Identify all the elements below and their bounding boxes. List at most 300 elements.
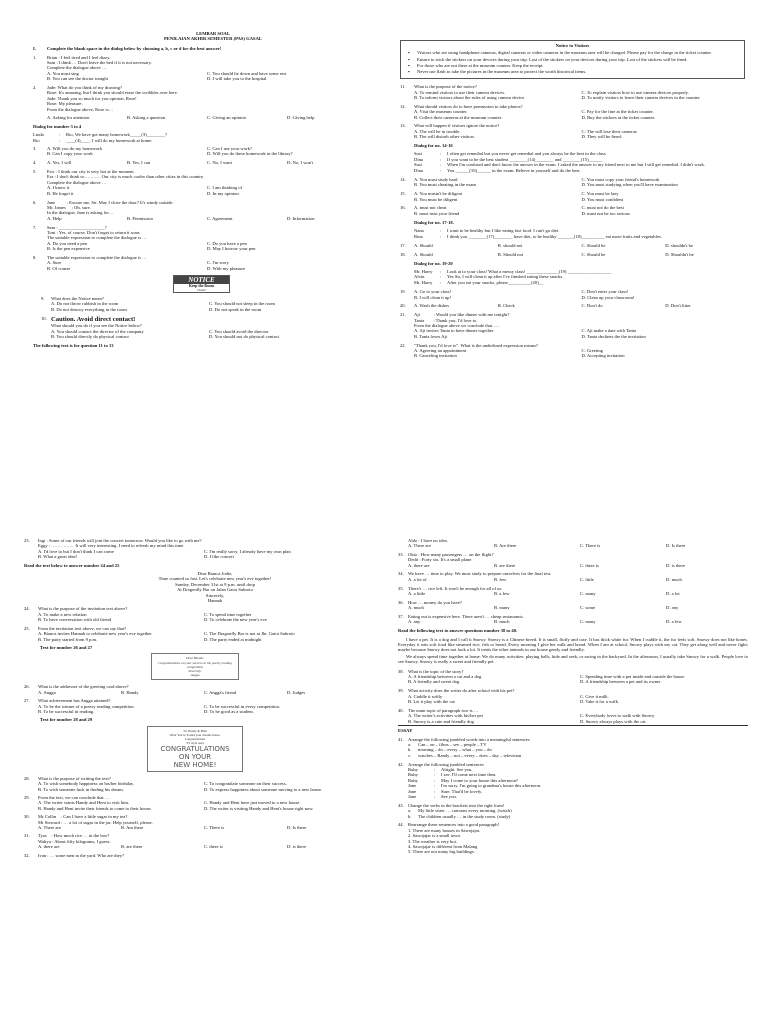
dialog-line: Eric : I think our city is very hot at the moment. (47, 169, 135, 175)
dialog-line: When I'm confused and don't know the answer in the exam. I asked the answer to my friend next to me but I still get remedial. I didn't work. (447, 162, 706, 168)
option-a[interactable]: A. any (408, 619, 421, 625)
speaker: Jane (408, 783, 417, 789)
option-c[interactable]: C. I'm really sorry. I already have my own plan (204, 548, 291, 554)
question-prompt: Eating out is expensive here. There aren't … cheap restaurants. (408, 614, 524, 620)
option-d[interactable]: D. I like concert (204, 554, 234, 560)
option-c[interactable]: C. many (580, 619, 596, 625)
option-d[interactable]: D. Tania declines the the invitation (581, 333, 646, 339)
option-a[interactable]: A. must not cheat (414, 205, 447, 211)
option-b[interactable]: B. You must be diligent (414, 196, 458, 202)
option-c[interactable]: C. Give it milk. (580, 693, 609, 699)
notice-item: ▪ Never use flash to take the pictures in the museum area to protect the worth historical items. (405, 69, 740, 74)
question-29 (24, 795, 366, 811)
option-a[interactable]: A. Do you need a pen (47, 240, 88, 246)
option-c[interactable]: C. You must copy your friend's homework (581, 177, 660, 183)
option-a[interactable]: A. To remind visitors to use their camera devices. (414, 89, 506, 95)
option-d[interactable]: D. With my pleasure (207, 265, 246, 271)
option-b[interactable]: B. To wish someone luck in finding his dream. (38, 786, 124, 792)
option-b[interactable]: B. Check (497, 303, 515, 309)
dialog-line: Dedit : Forty six. It's a small plane. (408, 557, 473, 563)
notice-sign-image (173, 275, 230, 294)
option-b[interactable]: B. Can I copy your work (47, 151, 93, 157)
option-a[interactable]: A. much (408, 605, 424, 611)
option-a[interactable]: A. You should contact the director of the company (51, 328, 144, 334)
option-b[interactable]: B. He forget it (47, 190, 74, 196)
speaker: Susi (414, 151, 422, 157)
option-b[interactable]: B. many (494, 605, 510, 611)
option-c[interactable]: C. there is (580, 562, 599, 568)
option-a[interactable]: A. The writer wants Handy and Heni to visit him. (38, 800, 130, 806)
option-a[interactable]: A. There are (408, 543, 431, 549)
option-b[interactable]: B. Am there (121, 825, 144, 831)
option-b[interactable]: B. a few (494, 591, 510, 597)
option-d[interactable]: D. Shouldn't be (665, 251, 694, 257)
option-d[interactable]: D. any (666, 605, 679, 611)
question-number: 26. (24, 684, 30, 690)
dialog-line: Ivan : … some men in the yard. Who are they? (38, 852, 125, 858)
sub-label: b. (408, 747, 412, 753)
option-b[interactable]: B. Permission (127, 215, 153, 221)
question-prompt: We have … time to play. We must study to prepare ourselves for the final test. (408, 571, 552, 577)
notice-title: Notice to Visitors (555, 43, 590, 48)
option-c[interactable]: C. Should be (581, 242, 606, 248)
option-d[interactable]: D. Buy the stickers at the ticket counter. (581, 114, 656, 120)
section-number: I. (33, 45, 36, 51)
dialog-line: Jade: What do you think of my drawing? (47, 85, 123, 91)
option-a[interactable]: A. Yes, I will (47, 160, 72, 166)
question-number: 9. (41, 296, 45, 302)
question-3 (33, 146, 363, 157)
question-27 (24, 698, 366, 714)
jumbled-words: morning – do – every – what – you – do (418, 747, 492, 753)
question-13 (400, 123, 745, 139)
option-a[interactable]: A. A friendship between a cat and a dog (408, 674, 482, 680)
question-number: 32. (24, 852, 30, 858)
option-c[interactable]: C. Greeting (581, 347, 603, 353)
option-c[interactable]: C. You should avoid the director (209, 328, 269, 334)
option-d[interactable]: D. Giving help (287, 115, 315, 121)
option-a[interactable]: A. Visit the museum counter. (414, 109, 468, 115)
option-c[interactable]: C. The will lose their cameras. (581, 128, 638, 134)
notice-sign-banner: NOTICE (174, 276, 229, 284)
question-20 (400, 303, 745, 308)
option-d[interactable]: D. They will be fined. (581, 134, 622, 140)
option-b[interactable]: B. I will clean it up! (414, 294, 451, 300)
option-a[interactable]: A. Go to your class! (414, 289, 452, 295)
question-23 (24, 538, 366, 560)
option-d[interactable]: D. is there (666, 562, 686, 568)
dialog-line: Tyas : How much rice … in the box? (38, 833, 110, 839)
option-b[interactable]: B. Collect their cameras at the museum counter. (414, 114, 503, 120)
option-d[interactable]: D. To be good as a student. (204, 708, 254, 714)
question-number: 4. (33, 160, 37, 166)
question-number: 16. (400, 205, 406, 211)
option-d[interactable]: D. May I borrow your pen (207, 246, 256, 252)
question-number: 14. (400, 177, 406, 183)
dialog-17-18: Nana : I want to be healthy but I like eating fast food. I can't go diet. Rina : I think you ________(17)________ have diet, to be healthy _______(18)__________ eat more fruits and vegetables. (400, 228, 745, 239)
question-number: 28. (24, 775, 30, 781)
option-a[interactable]: A. Asking for attention (47, 115, 90, 121)
question-prompt: From the dialogue above we conclude that….. (414, 322, 499, 328)
dialog-line: You ______(16)______ in the exam. Believe in yourself and do the best. (447, 167, 581, 173)
jumbled-words: watches – Randy – not – every – does – day – television (418, 752, 522, 758)
question-17 (400, 243, 745, 248)
question-43 (398, 803, 748, 819)
question-number: 7. (33, 224, 37, 230)
option-c[interactable]: C. Everybody loves to walk with Snowy (580, 713, 655, 719)
option-a[interactable]: A. To make a new relation (38, 611, 87, 617)
option-c[interactable]: C. Agreement (207, 215, 233, 221)
option-b[interactable]: B. To be successful in reading. (38, 708, 95, 714)
question-2 (33, 85, 363, 120)
option-a[interactable]: A. You must study hard (414, 177, 458, 183)
invitation-line: Sunday, December 31st at 9 p.m. until drop (175, 581, 255, 587)
speaker: Mr. Harry (414, 268, 433, 274)
option-d[interactable]: D. Take it for a walk. (580, 699, 620, 705)
new-home-card-image (147, 726, 243, 772)
question-number: 29. (24, 794, 30, 800)
option-a[interactable]: A. You mustn't be diligent (414, 191, 463, 197)
option-b[interactable]: B. Are there (494, 543, 517, 549)
question-number: 30. (24, 814, 30, 820)
option-b[interactable]: B. You can see the doctor tonight (47, 76, 108, 82)
option-d[interactable]: D. Clean up your classroom! (581, 294, 635, 300)
dialog-line: Yes Sir, I will clean it up after I've finished eating these snacks. (447, 274, 564, 280)
dialog-3-4-title: Dialog for number 3 to 4 (33, 123, 82, 129)
option-d[interactable]: D. Judges (287, 689, 306, 695)
question-prompt: From the text, we can conclude that … (38, 794, 110, 800)
dialog-line: Aji : Would you like dinner with me tonight? (414, 312, 510, 318)
option-c[interactable]: C. Don't enter your class! (581, 289, 629, 295)
question-number: 22. (400, 342, 406, 348)
speaker: Ruby (408, 766, 418, 772)
dialog-line: After you eat your snacks, please__________(20)__ (447, 279, 544, 285)
invitation-line: Dear Bianca Jodie, (197, 571, 233, 577)
option-b[interactable]: B. The will disturb other visitors. (414, 134, 476, 140)
question-prompt: The suitable expression to complete the dialogue is … (47, 235, 147, 241)
option-c[interactable]: C. Spending time with a pet inside and outside the house (580, 674, 685, 680)
question-number: 35. (398, 585, 404, 591)
option-c[interactable]: C. Do you have a pen (207, 240, 247, 246)
option-a[interactable]: A. The will be in trouble. (414, 128, 461, 134)
option-c[interactable]: C. Giving an opinion (207, 115, 246, 121)
dialog-line: Okto : How many passengers … on the flight? (408, 551, 494, 557)
option-c[interactable]: C. Handy and Heni have just moved to a new house. (204, 800, 301, 806)
option-c[interactable]: C. Pay for the fine at the ticket counter. (581, 109, 654, 115)
question-number: 1. (33, 54, 37, 60)
option-d[interactable]: D. In my opinion (207, 190, 239, 196)
dialog-line: I'm sorry. I'm going to grandma's house this afternoon. (441, 783, 542, 789)
option-c[interactable]: C. There is (580, 543, 601, 549)
question-30 (24, 814, 366, 830)
option-b[interactable]: B. Is the pen expensive (47, 246, 90, 252)
dialog-line: Era : I don't think so……….. Our city is much cooler than other cities in this country. (47, 174, 205, 180)
option-a[interactable]: A. Will you do my homework (47, 146, 103, 152)
question-prompt: What activity does the writer do after school with his pet? (408, 688, 515, 694)
dialog-line: Ingi : Some of our friends will join the concert tomorrow. Would you like to go with me? (38, 538, 202, 543)
dialog-17-18-title: Dialog for no. 17-18. (414, 219, 454, 225)
option-d[interactable]: D. To celebrate the new year's eve (204, 617, 267, 623)
option-d[interactable]: D. a lot (666, 591, 680, 597)
option-b[interactable]: B. Handy and Heni invite their friends to come to their house. (38, 805, 152, 811)
question-number: 21. (400, 312, 406, 318)
option-b[interactable]: B. are there (494, 562, 516, 568)
option-a[interactable]: A. Help (47, 215, 62, 221)
option-c[interactable]: C. must not do the best (581, 205, 624, 211)
text-28-29-title: Text for number 28 and 29 (40, 717, 93, 723)
question-prompt: What should you do if you see the Notice below? (51, 323, 142, 329)
question-42: 42. Arrange the following jumbled sentences Ruby : Alright. See you. Ruby : I see. I'll come next time then. Ruby : May I come to your house this afternoon? Jane : I'm sorry. I'm going to grandma's house this afternoon. Jane : Sure. That'd be lovely. Jane : See you. (398, 762, 748, 800)
question-prompt: What achievement has Angga attained? (38, 698, 111, 704)
option-a[interactable]: A. there are (408, 562, 430, 568)
question-number: 31. (24, 833, 30, 839)
option-a[interactable]: A. To be the winner of a poetry reading competition. (38, 703, 135, 709)
question-number: 20. (400, 303, 406, 309)
option-d[interactable]: D. I will take you to the hospital (207, 76, 267, 82)
invitation-line: Hannah (207, 598, 223, 604)
option-b[interactable]: B. Handy (121, 689, 139, 695)
option-a[interactable]: A. Agreeing an appointment (414, 347, 467, 353)
option-c[interactable]: C. To explain visitors how to use camera devices properly. (581, 89, 689, 95)
option-d[interactable]: D. much (666, 576, 682, 582)
option-c[interactable]: C. Aji make a date with Tania (581, 328, 637, 334)
option-d[interactable]: D. To notify visitors to leave their camera devices in the counter. (581, 95, 701, 101)
question-prompt: Complete the dialogue above … (47, 179, 107, 185)
sub-label: c. (408, 752, 412, 758)
option-b[interactable]: B. A friendly and sweet dog (408, 679, 460, 685)
option-a[interactable]: A. Cuddle it softly (408, 693, 443, 699)
option-d[interactable]: D. No, I won't (287, 160, 314, 166)
option-b[interactable]: B. are there (121, 844, 143, 850)
option-d[interactable]: D. You should not do physical contact (209, 333, 279, 339)
option-c[interactable]: C. To spend time together (204, 611, 252, 617)
invitation-text (24, 571, 366, 603)
notice-sign-text: Keep the Room (188, 283, 215, 288)
option-a[interactable]: A. Sure (47, 260, 62, 266)
question-number: 37. (398, 614, 404, 620)
option-b[interactable]: B. must trust your friend (414, 210, 460, 216)
option-a[interactable]: A. Do not throw rubbish in the room (51, 301, 119, 307)
option-a[interactable]: A. You must sing (47, 70, 79, 76)
option-a[interactable]: A. Should (414, 242, 433, 248)
question-24 (24, 606, 366, 622)
question-11 (400, 84, 745, 100)
option-d[interactable]: D. a few (666, 619, 682, 625)
option-b[interactable]: B. Let it play with the cat (408, 699, 455, 705)
question-prompt: What is the purpose of writing the text? (38, 775, 111, 781)
option-c[interactable]: C. some (580, 605, 596, 611)
page1-right-column (400, 40, 745, 480)
dialog-line: Brian : I feel tired and I feel dizzy. (47, 54, 111, 60)
dialog-line: Jade: Thank you so much for you opinion, Rose! (47, 95, 137, 101)
option-b[interactable]: B. Yes, I can (127, 160, 151, 166)
question-40 (398, 708, 748, 724)
option-c[interactable]: C. I am thinking of (207, 185, 243, 191)
option-d[interactable]: D. must not be too serious (581, 210, 630, 216)
question-19 (400, 289, 745, 300)
instruction-text: Complete the blank space in the dialog below by choosing a, b, c or d for the best answer! (47, 45, 222, 51)
question-number: 34. (398, 571, 404, 577)
option-d[interactable]: D. shouldn't be (665, 242, 694, 248)
option-b[interactable]: B. What a great idea! (38, 554, 78, 560)
option-c[interactable]: C. To congratulate someone on their success. (204, 781, 287, 787)
dialog-line: Alright. See you. (441, 766, 473, 772)
card-message: What You've Found your dreams house. (169, 732, 221, 737)
question-prompt: In the dialogue, Jane is asking for… (47, 210, 114, 216)
question-number: 2. (33, 85, 37, 91)
option-b[interactable]: B. Canceling invitation (414, 353, 457, 359)
option-d[interactable]: D. Snowy always plays with the cat (580, 718, 646, 724)
question-prompt: There's … rice left. It won't be enough for all of us. (408, 585, 503, 591)
option-b[interactable]: B. You must cheating in the exam (414, 182, 477, 188)
question-number: 42. (398, 761, 404, 767)
option-d[interactable]: D. A friendship between a pet and its owner (580, 679, 661, 685)
option-a[interactable]: A. a little (408, 591, 426, 597)
option-b[interactable]: B. Snowy is a cute and friendly dog (408, 718, 474, 724)
question-number: 44. (398, 822, 404, 828)
section-instruction (33, 46, 363, 51)
option-c[interactable]: C. You must be lazy (581, 191, 619, 197)
card-salutation: Dear Hanah, (186, 656, 204, 661)
question-number: 6. (33, 199, 37, 205)
option-b[interactable]: B. Do not destroy everything in the room (51, 306, 127, 312)
dialog-19-20: Mr. Harry : Look at to your class! What a messy class! ______________(19) ___________________ Alvin : Yes Sir, I will clean it up after I've finished eating these snacks. Mr. Harry : After you eat your snacks, please__________(20)__ (400, 269, 745, 285)
option-a[interactable]: A. Bianca invites Hannah to celebrate new year's eve together (38, 631, 152, 637)
option-b[interactable]: B. You should directly do physical contact (51, 333, 129, 339)
option-c[interactable]: C. No, I want (207, 160, 232, 166)
option-c[interactable]: C. many (580, 591, 596, 597)
option-a[interactable]: A. The writer's activities with his/her pet (408, 713, 483, 719)
verb-sentence: The children usually … in the study room. (study) (418, 813, 511, 819)
question-1 (33, 55, 363, 82)
option-b[interactable]: B. Of course (47, 265, 71, 271)
notice-item: ▪ For those who are not there at the museum counter. Keep the receipt. (405, 63, 740, 68)
question-number: 36. (398, 599, 404, 605)
option-b[interactable]: B. much (494, 619, 510, 625)
question-5 (33, 169, 363, 196)
option-d[interactable]: D. You must confident (581, 196, 623, 202)
exam-page-2 (0, 512, 768, 1024)
option-d[interactable]: D. The party ended at midnight (204, 636, 262, 642)
sentence-line: 3. The weather is very hot. (408, 838, 458, 844)
question-prompt: Arrange the following jumbled words into a meaningful sentences (408, 736, 530, 742)
option-d[interactable]: D. Information (287, 215, 315, 221)
option-a[interactable]: A. Wash the dishes (414, 303, 450, 309)
option-b[interactable]: B. To inform visitors about the rules of using camera device. (414, 95, 526, 101)
question-41 (398, 737, 748, 759)
jumbled-words: Can – on – films – see – people – TV (418, 741, 487, 747)
option-c[interactable]: C. Don't do (581, 303, 603, 309)
option-c[interactable]: C. little (580, 576, 594, 582)
option-c[interactable]: C. Should be (581, 251, 606, 257)
card-closing: Sincerely, (188, 668, 202, 673)
speaker: Dina (414, 156, 423, 162)
question-number: 39. (398, 688, 404, 694)
option-a[interactable]: A. I'd love to but I don't think I can come (38, 548, 114, 554)
option-c[interactable]: C. There is (204, 825, 225, 831)
option-b[interactable]: B. Tania loves Aji (414, 333, 448, 339)
question-number: 38. (398, 668, 404, 674)
question-26 (24, 684, 366, 695)
card-headline: ON YOUR (178, 752, 212, 761)
option-b[interactable]: B. Should not (497, 251, 524, 257)
option-c[interactable]: C. The Dragonfly Bar is not at Jln. Gatot Subroto (204, 631, 295, 637)
dialog-line: Tania : Thank you, I'd love to. (414, 317, 478, 323)
option-a[interactable]: A. Aji invites Tania to have dinner together (414, 328, 494, 334)
question-44 (398, 822, 748, 854)
option-a[interactable]: A. a lot of (408, 576, 427, 582)
option-a[interactable]: A. there are (38, 844, 60, 850)
option-c[interactable]: C. To be successful in every competition. (204, 703, 280, 709)
question-18 (400, 252, 745, 257)
question-prompt: What will happen if visitors ignore the notice? (414, 123, 500, 129)
option-d[interactable]: D. To express happiness about someone moving to a new house. (204, 786, 323, 792)
card-headline: NEW HOME! (173, 760, 217, 769)
option-d[interactable]: D. Do not speak in the room (209, 306, 262, 312)
dialog-3-4: Linda : Rio, We have got many homework_____(3)________? Rio : ____(4)____. I will do my homework at home. (33, 132, 363, 143)
question-10 (33, 316, 363, 340)
option-c[interactable]: C. there is (204, 844, 223, 850)
dialog-line: Aldo : I have no idea. (408, 538, 448, 543)
question-12 (400, 104, 745, 120)
option-d[interactable]: D. is there (287, 844, 307, 850)
dialog-line: Rose: My pleasure. (47, 101, 83, 107)
option-c[interactable]: C. You should lie down and have some rest (207, 70, 287, 76)
option-c[interactable]: C. I'm sorry (207, 260, 229, 266)
question-number: 3. (33, 146, 37, 152)
option-a[interactable]: A. There are (38, 825, 61, 831)
option-a[interactable]: A. To wish somebody happiness on his/her birthday. (38, 781, 135, 787)
option-b[interactable]: B. The party started from 9 p.m. (38, 636, 98, 642)
question-prompt: The main topic of paragraph two is … (408, 707, 479, 713)
option-d[interactable]: D. The writer is visiting Handy and Heni's house right now. (204, 805, 314, 811)
dialog-line: ____(4)____. I will do my homework at home. (66, 137, 153, 143)
question-9 (33, 296, 363, 312)
card-headline: CONGRATULATIONS (160, 744, 230, 753)
speaker: Alvin (414, 274, 425, 280)
speaker: Mr. Harry (414, 279, 433, 285)
dialog-line: Look at to your class! What a messy class! ______________(19) ___________________ (447, 268, 612, 274)
option-a[interactable]: A. Angga (38, 689, 56, 695)
page2-left-column (24, 538, 366, 1022)
option-b[interactable]: B. Asking a question (127, 115, 166, 121)
option-d[interactable]: D. Is there (666, 543, 686, 549)
option-d[interactable]: D. You must studying when you'll have examination (581, 182, 678, 188)
option-a[interactable]: A. Should (414, 251, 433, 257)
option-d[interactable]: D. Will you do these homework in the library? (207, 151, 293, 157)
option-d[interactable]: D. Don't litter (665, 303, 691, 309)
question-6 (33, 200, 363, 222)
option-c[interactable]: C. Can I use your work? (207, 146, 252, 152)
dialog-14-16-title: Dialog for no. 14-16 (414, 143, 453, 149)
question-prompt: What is the addresser of the greeting card above? (38, 684, 129, 690)
option-d[interactable]: D. Is there (287, 825, 307, 831)
question-32-continued (398, 538, 748, 549)
notice-item: ▪ Visitors who are using handphone cameras, digital cameras or video cameras in the museum area will be charged. Please pay for the charge in the ticket counter. (405, 50, 740, 55)
notice-box (400, 40, 745, 79)
option-c[interactable]: C. Angga's friend (204, 689, 237, 695)
dialog-line: Mr Steward : … a lot of sugar in the jar. Help yourself, please. (38, 819, 153, 825)
option-d[interactable]: D. Accepting invitation (581, 353, 625, 359)
option-b[interactable]: B. few (494, 576, 507, 582)
dialog-line: May I come to your house this afternoon? (441, 777, 518, 783)
option-a[interactable]: A. I know it (47, 185, 70, 191)
section-divider (398, 725, 748, 726)
option-c[interactable]: C. You should not sleep in the room (209, 301, 275, 307)
option-b[interactable]: B. To have conversation with old friend (38, 617, 111, 623)
option-b[interactable]: B. should not (497, 242, 523, 248)
card-message: Congratulations on your success in the poetry reading competition (158, 660, 232, 669)
